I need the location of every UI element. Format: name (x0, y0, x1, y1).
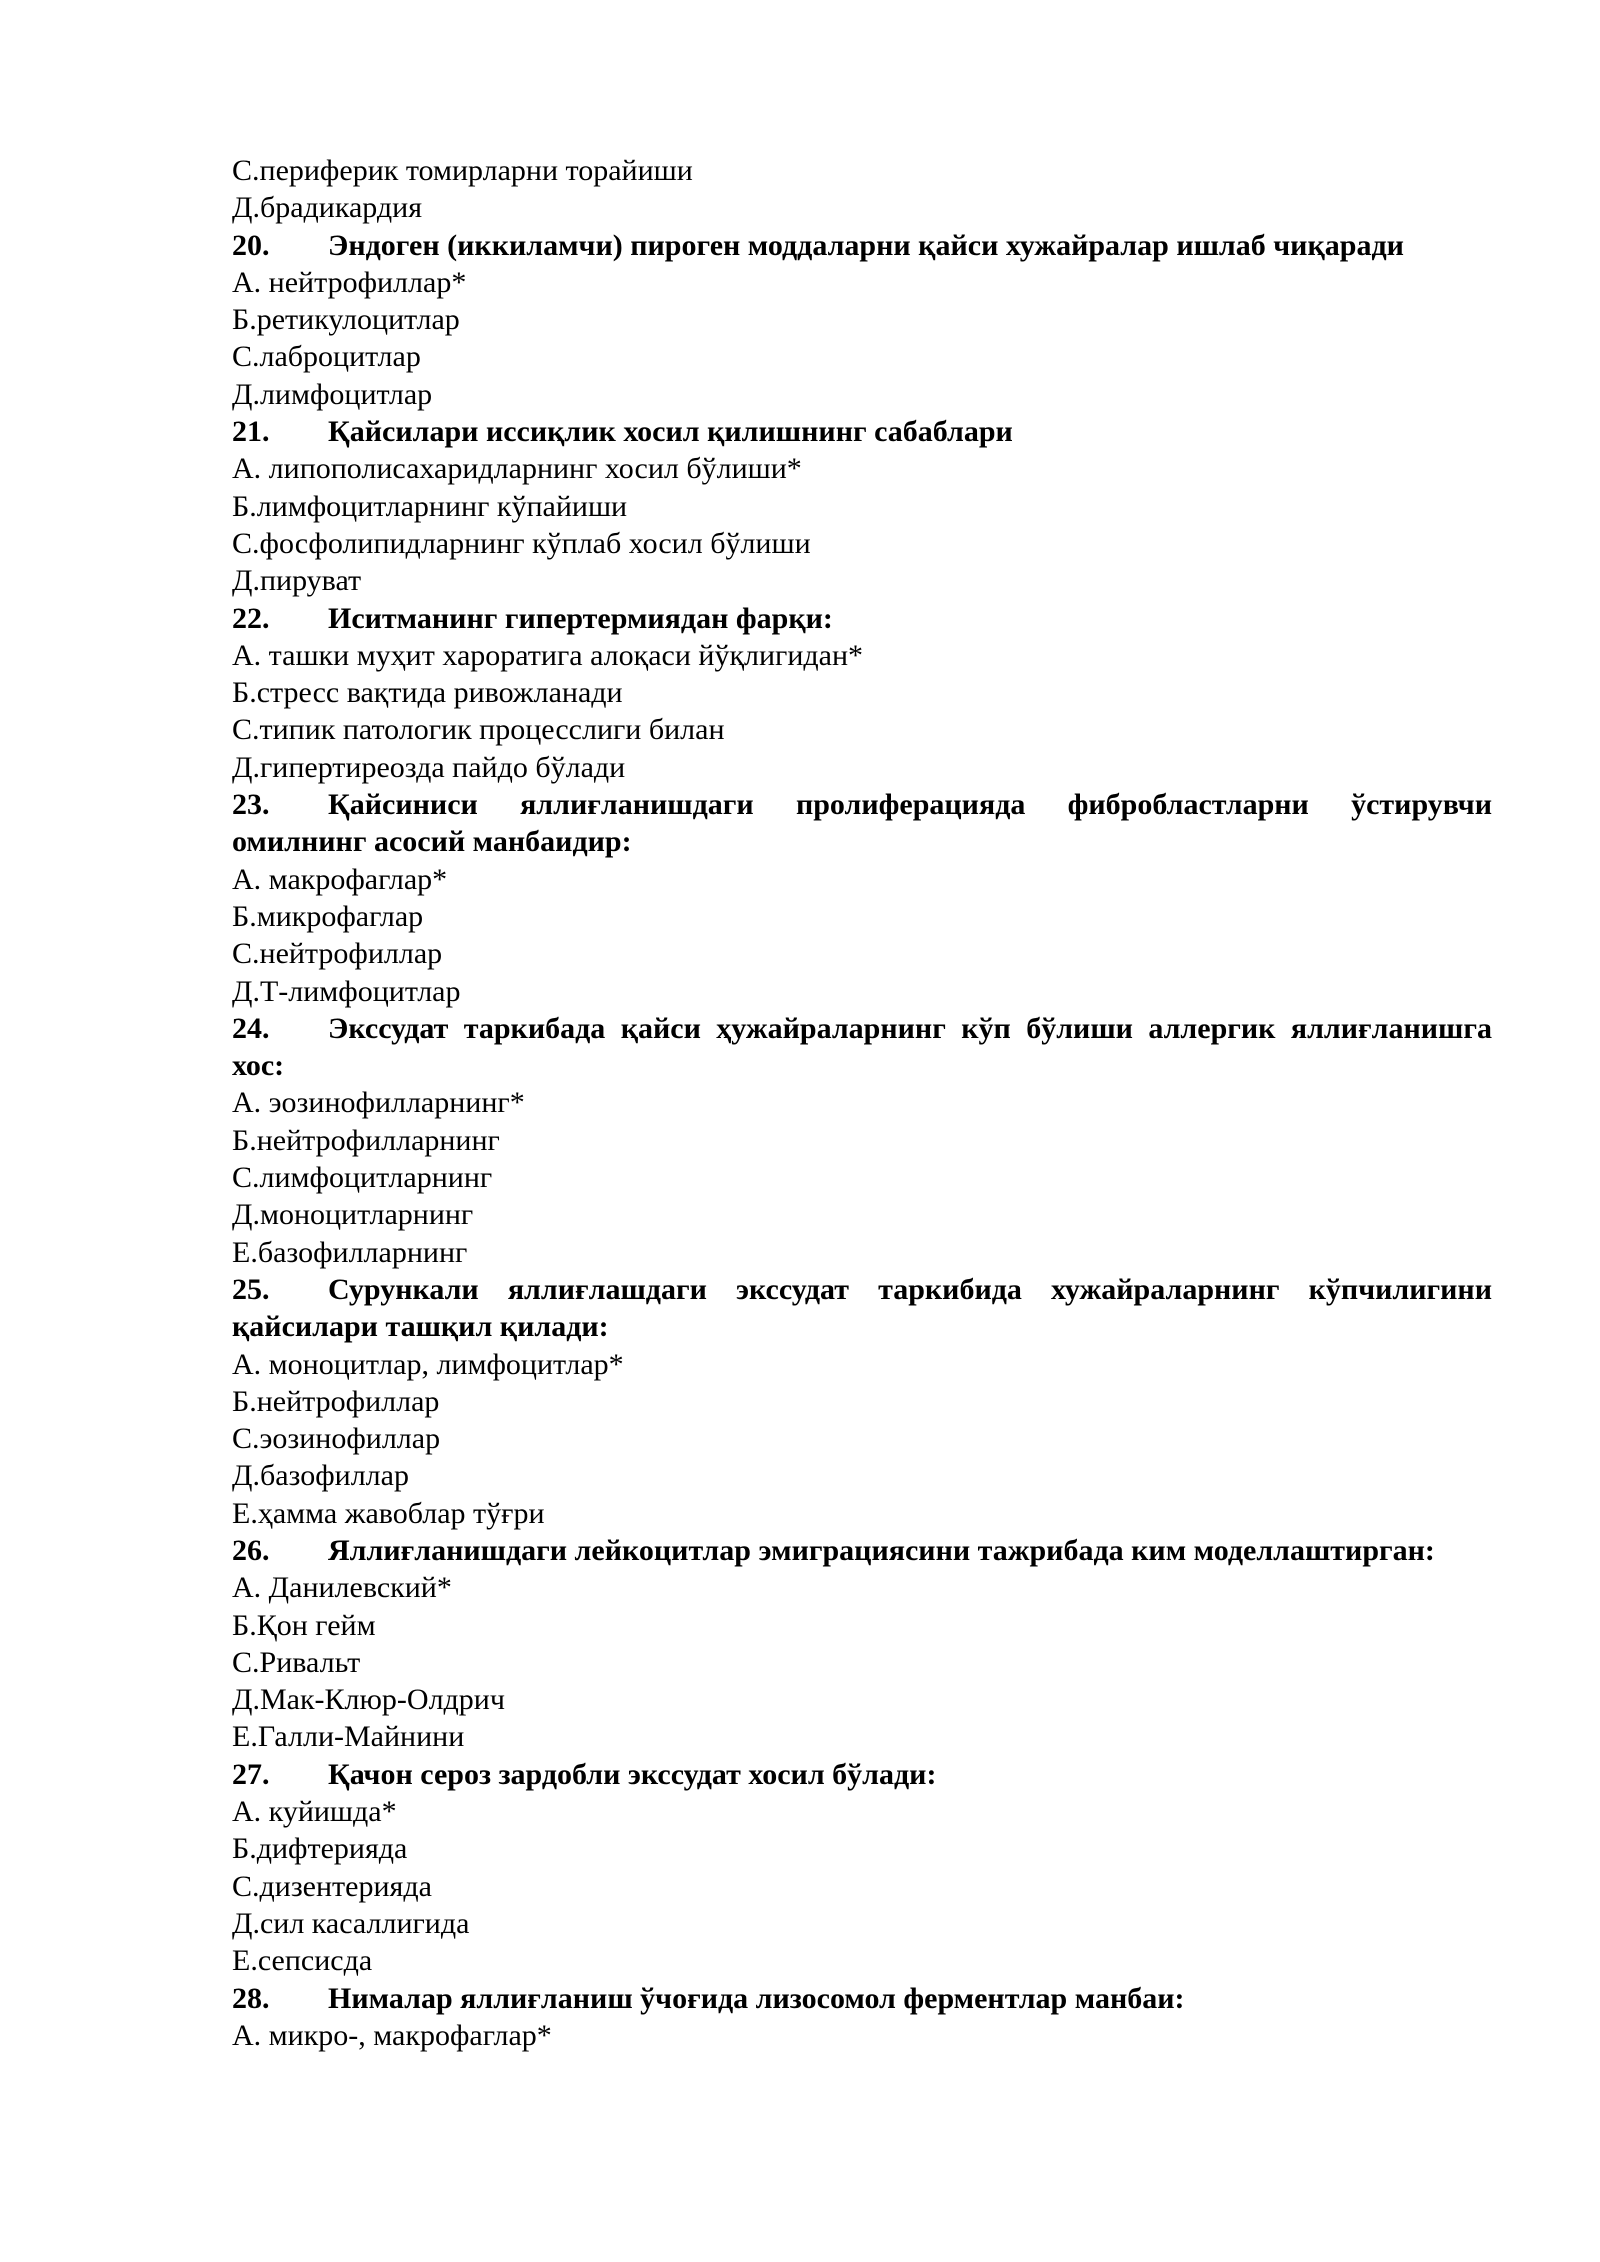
option-line: А. моноцитлар, лимфоцитлар* (232, 1347, 624, 1381)
option-line: А. ташки муҳит хароратига алоқаси йўқлигидан* (232, 638, 864, 672)
option-line: С.лимфоцитларнинг (232, 1161, 493, 1195)
option-line: Е.базофилларнинг (232, 1235, 468, 1269)
option-line: Б.Қон гейм (232, 1608, 376, 1642)
option-line: А. куйишда* (232, 1795, 397, 1829)
question-24 (232, 1010, 1492, 1085)
question-number: 27. (232, 1757, 270, 1791)
question-26 (232, 1532, 1492, 1569)
option-line: А. микро-, макрофаглар* (232, 2018, 552, 2052)
option-line: Д.брадикардия (232, 191, 423, 225)
option-line: А. нейтрофиллар* (232, 265, 467, 299)
question-number: 21. (232, 415, 270, 449)
option-line: Б.микрофаглар (232, 899, 424, 933)
document-page (232, 152, 1492, 2054)
option-line: Б.нейтрофиллар (232, 1384, 440, 1418)
option-line: А. Данилевский* (232, 1571, 452, 1605)
option-line: С.эозинофиллар (232, 1422, 441, 1456)
question-number: 25. (232, 1272, 270, 1306)
option-line: Д.моноцитларнинг (232, 1198, 474, 1232)
question-20 (232, 227, 1492, 264)
option-line: Б.ретикулоцитлар (232, 303, 460, 337)
option-line: Д.лимфоцитлар (232, 377, 433, 411)
question-number: 26. (232, 1533, 270, 1567)
option-line: Д.сил касаллигида (232, 1906, 470, 1940)
option-line: А. макрофаглар* (232, 862, 448, 896)
option-line: С.типик патологик процесслиги билан (232, 713, 725, 747)
option-line: Д.Т-лимфоцитлар (232, 974, 461, 1008)
question-text: Нималар яллиғланиш ўчоғида лизосомол ферментлар манбаи: (328, 1981, 1185, 2015)
question-number: 23. (232, 788, 270, 822)
option-line: С.дизентерияда (232, 1869, 432, 1903)
option-line: Б.нейтрофилларнинг (232, 1123, 500, 1157)
option-line: Е.ҳамма жавоблар тўғри (232, 1496, 545, 1530)
option-line: А. эозинофилларнинг* (232, 1086, 525, 1120)
question-23 (232, 786, 1492, 861)
question-25 (232, 1271, 1492, 1346)
question-27 (232, 1756, 1492, 1793)
option-line: С.фосфолипидларнинг кўплаб хосил бўлиши (232, 526, 811, 560)
option-line: Б.лимфоцитларнинг кўпайиши (232, 489, 628, 523)
option-line: Д.гипертиреозда пайдо бўлади (232, 750, 626, 784)
option-line: Д.пируват (232, 564, 362, 598)
question-22 (232, 600, 1492, 637)
question-text: Қайсиниси яллиғланишдаги пролиферацияда фибробластларни ўстирувчи омилнинг асосий манбаидир: (232, 788, 1492, 859)
question-text: Эндоген (иккиламчи) пироген моддаларни қайси хужайралар ишлаб чиқаради (328, 228, 1404, 262)
question-text: Қайсилари иссиқлик хосил қилишнинг сабаблари (328, 415, 1013, 449)
question-21 (232, 413, 1492, 450)
option-line: С.нейтрофиллар (232, 937, 443, 971)
option-line: Д.Мак-Клюр-Олдрич (232, 1683, 505, 1717)
option-line: Д.базофиллар (232, 1459, 409, 1493)
question-number: 28. (232, 1981, 270, 2015)
question-number: 24. (232, 1011, 270, 1045)
option-line: А. липополисахаридларнинг хосил бўлиши* (232, 452, 802, 486)
question-text: Экссудат таркибада қайси ҳужайраларнинг кўп бўлиши аллергик яллиғланишга хос: (232, 1011, 1492, 1083)
question-28 (232, 1980, 1492, 2017)
question-text: Қачон сероз зардобли экссудат хосил бўлади: (328, 1757, 937, 1791)
question-text: Сурункали яллиғлашдаги экссудат таркибида хужайраларнинг кўпчилигини қайсилари ташқил қилади: (232, 1272, 1492, 1344)
option-line: С.лаброцитлар (232, 340, 421, 374)
question-text: Яллиғланишдаги лейкоцитлар эмиграциясини тажрибада ким моделлаштирган: (328, 1533, 1435, 1567)
question-number: 22. (232, 601, 270, 635)
option-line: Б.стресс вақтида ривожланади (232, 676, 623, 710)
option-line: С.Ривальт (232, 1645, 361, 1679)
option-line: С.периферик томирларни торайиши (232, 154, 693, 187)
option-line: Е.сепсисда (232, 1944, 373, 1978)
question-number: 20. (232, 228, 270, 262)
question-text: Иситманинг гипертермиядан фарқи: (328, 601, 833, 635)
option-line: Б.дифтерияда (232, 1832, 408, 1866)
option-line: Е.Галли-Майнини (232, 1720, 465, 1754)
